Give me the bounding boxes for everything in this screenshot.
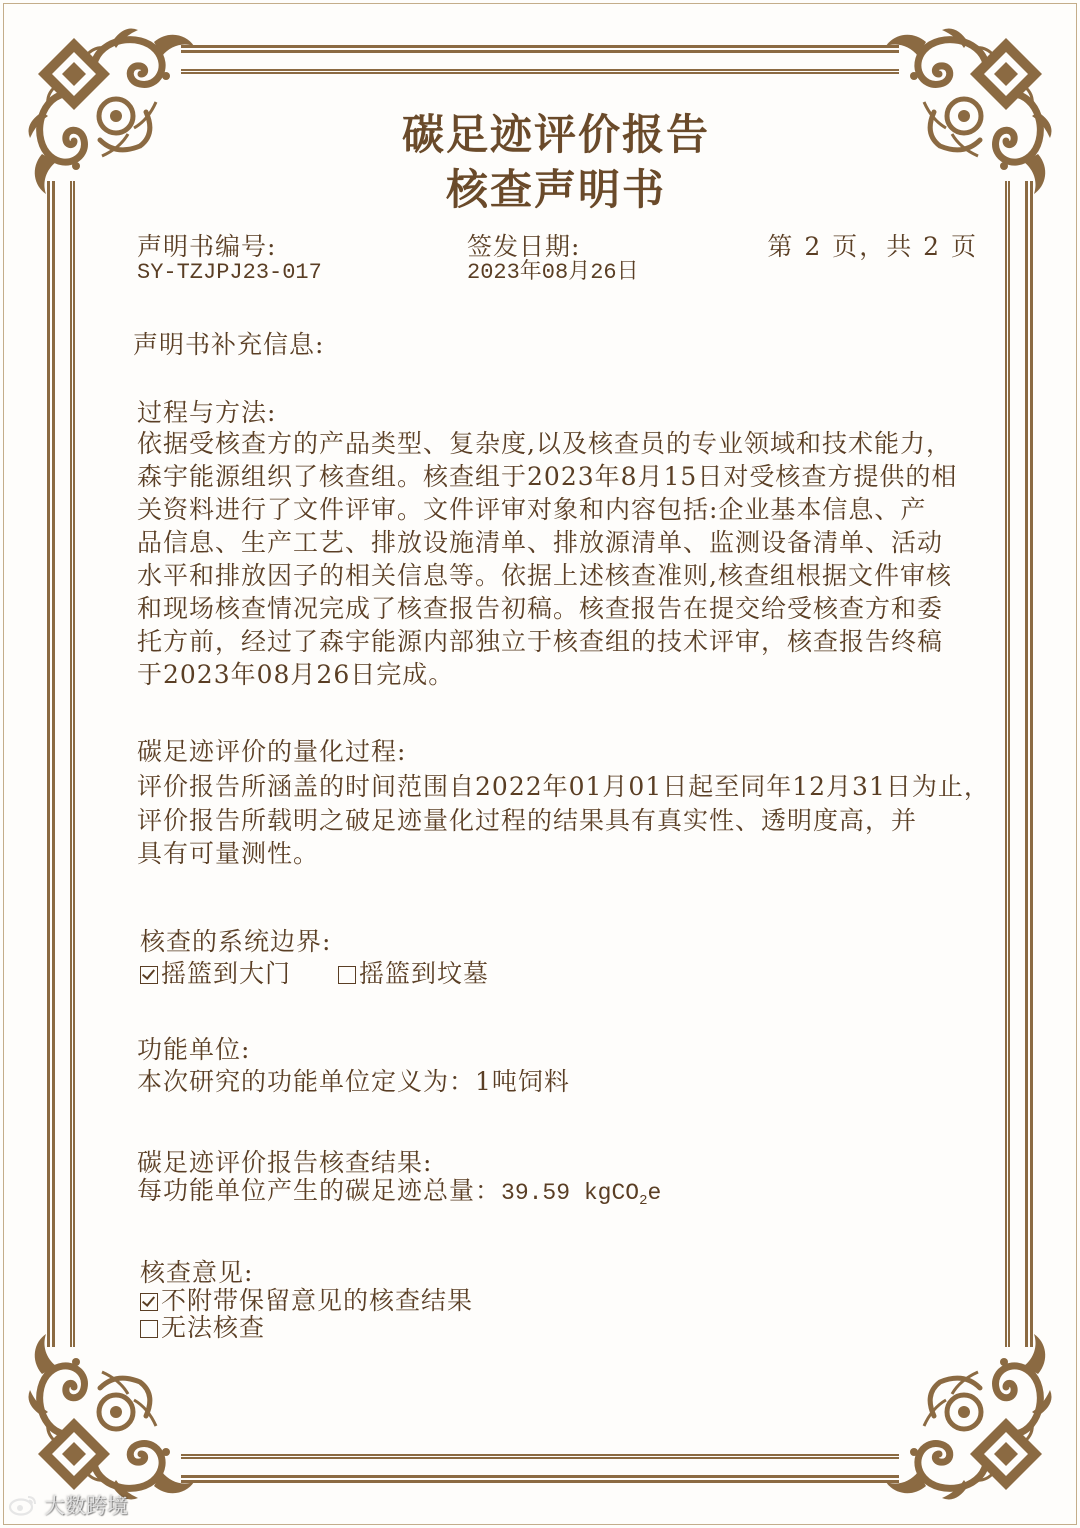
system-boundary-heading: 核查的系统边界: — [140, 927, 332, 956]
corner-ornament-bottom-left — [16, 1332, 196, 1512]
corner-ornament-top-left — [16, 16, 196, 196]
process-paragraph — [137, 427, 957, 691]
paragraph-line: 于2023年08月26日完成。 — [137, 660, 455, 689]
carbon-footprint-label: 每功能单位产生的碳足迹总量： — [137, 1176, 502, 1205]
checkbox-unable-to-verify — [140, 1320, 158, 1338]
paragraph-line: 品信息、生产工艺、排放设施清单、排放源清单、监测设备清单、活动 — [137, 528, 944, 557]
opinion-option-label: 不附带保留意见的核查结果 — [161, 1286, 474, 1315]
verification-result-heading: 碳足迹评价报告核查结果: — [137, 1148, 433, 1177]
boundary-option-cradle-to-grave — [338, 958, 489, 990]
carbon-footprint-unit-subscript: 2 — [639, 1193, 648, 1209]
issue-date-label: 签发日期: — [467, 232, 581, 261]
watermark — [8, 1490, 128, 1520]
carbon-footprint-unit-tail: e — [647, 1180, 662, 1206]
issue-date-value: 2023年08月26日 — [467, 260, 639, 285]
corner-ornament-bottom-right — [884, 1332, 1064, 1512]
paragraph-line: 森宇能源组织了核查组。核查组于2023年8月15日对受核查方提供的相 — [137, 462, 958, 491]
boundary-option-cradle-to-gate — [140, 958, 291, 990]
checkbox-cradle-to-gate — [140, 966, 158, 984]
paragraph-line: 托方前，经过了森宇能源内部独立于核查组的技术评审，核查报告终稿 — [137, 627, 944, 656]
paragraph-line: 关资料进行了文件评审。文件评审对象和内容包括:企业基本信息、产 — [137, 495, 927, 524]
quantification-heading: 碳足迹评价的量化过程: — [137, 737, 407, 766]
paragraph-line: 评价报告所载明之破足迹量化过程的结果具有真实性、透明度高，并 — [137, 805, 918, 835]
opinion-option-label: 无法核查 — [161, 1313, 266, 1342]
paragraph-line: 评价报告所涵盖的时间范围自2022年01月01日起至同年12月31日为止， — [137, 772, 990, 801]
boundary-option-label: 摇篮到大门 — [161, 959, 292, 988]
paragraph-line: 具有可量测性。 — [137, 839, 320, 868]
verification-opinion-heading: 核查意见: — [140, 1258, 254, 1287]
supplement-heading: 声明书补充信息: — [133, 330, 325, 359]
process-heading: 过程与方法: — [137, 398, 277, 427]
quantification-paragraph — [137, 770, 990, 871]
page-info: 第 2 页，共 2 页 — [767, 232, 978, 261]
statement-number-value: SY-TZJPJ23-017 — [137, 260, 322, 285]
checkbox-unqualified-opinion — [140, 1293, 158, 1311]
paragraph-line: 水平和排放因子的相关信息等。依据上述核查准则,核查组根据文件审核 — [137, 561, 952, 590]
carbon-footprint-total — [137, 1175, 661, 1209]
document-subtitle: 核查声明书 — [446, 165, 667, 214]
carbon-footprint-value: 39.59 — [501, 1180, 571, 1206]
paragraph-line: 和现场核查情况完成了核查报告初稿。核查报告在提交给受核查方和委 — [137, 594, 944, 623]
corner-ornament-top-right — [884, 16, 1064, 196]
paragraph-line: 依据受核查方的产品类型、复杂度,以及核查员的专业领域和技术能力， — [137, 429, 952, 458]
carbon-footprint-unit: kgCO — [583, 1180, 640, 1206]
watermark-text: 大数跨境 — [44, 1494, 128, 1518]
boundary-option-label: 摇篮到坟墓 — [359, 959, 490, 988]
statement-number-label: 声明书编号: — [137, 232, 277, 261]
functional-unit-heading: 功能单位: — [137, 1035, 251, 1064]
checkbox-cradle-to-grave — [338, 966, 356, 984]
document-title: 碳足迹评价报告 — [402, 110, 711, 159]
opinion-option-unable — [140, 1312, 265, 1344]
weibo-logo-icon — [8, 1494, 38, 1516]
functional-unit-text: 本次研究的功能单位定义为：1吨饲料 — [137, 1067, 570, 1096]
